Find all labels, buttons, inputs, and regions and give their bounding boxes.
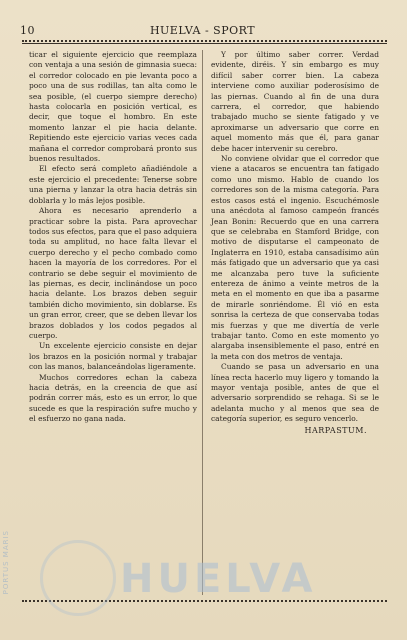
paragraph: ticar el siguiente ejercicio que reemplaza con ventaja a una sesión de gimnasia sueca: el corredor colocado en pie levanta poco a poco una de sus rodillas, tan alta como le sea posible, (el cuerpo siempre derecho) hasta colocarla en posición vertical, es decir, que toque el hombro. En este momento lanzar el pie hacia delante. Repitiendo este ejercicio varias veces cada mañana el corredor comprobará pronto sus buenos resultados.	[29, 50, 197, 164]
paragraph: No conviene olvidar que el corredor que viene a atacaros se encuentra tan fatigado como uno mismo. Hablo de cuando los corredores son de la misma categoría. Para estos casos está el ingenio. Escuchémosle una anécdota al famoso campeón francés Jean Bonin: Recuerdo que en una carrera que se celebraba en Stamford Bridge, con motivo de disputarse el campeonato de Inglaterra en 1910, estaba cansadísimo aún más fatigado que un adversario que ya casi me alcanzaba pero tuve la suficiente entereza de ánimo a veinte metros de la meta en el momento en que iba a pasarme de mirarle sonriéndome. Él vió en esta sonrisa la certeza de que conservaba todas mis fuerzas y que me divertía de verle trabajar tanto. Como en este momento yo alargaba insensiblemente el paso, entré en la meta con dos metros de ventaja.	[211, 154, 379, 361]
author-signature: HARPASTUM.	[304, 425, 367, 435]
header-solid-rule	[22, 43, 387, 44]
archive-watermark: HUELVA	[120, 556, 317, 602]
archive-stamp-side-text: PORTUS MARIS	[2, 530, 10, 595]
page-number: 10	[20, 24, 35, 37]
left-column	[29, 50, 197, 425]
page-header	[20, 24, 385, 38]
paragraph: Y por último saber correr. Verdad evidente, diréis. Y sin embargo es muy difícil saber correr bien. La cabeza interviene como auxiliar poderosísimo de las piernas. Cuando al fin de una dura carrera, el corredor, que habiendo trabajado mucho se siente fatigado y ve aproximarse un adversario que corre en aquel momento más que él, para ganar debe hacer intervenir su cerebro.	[211, 50, 379, 153]
publication-title: HUELVA - SPORT	[149, 24, 256, 37]
paragraph: Ahora es necesario aprenderlo a practicar sobre la pista. Para aprovechar todos sus efectos, para que el paso adquiera toda su amplitud, no hace falta llevar el cuerpo derecho y el pecho combado como hacen la mayoría de los corredores. Por el contrario se debe seguir el movimiento de las piernas, es decir, inclinándose un poco hacia delante. Los brazos deben seguir también dicho movimiento, sin doblarse. Es un gran error, creer, que se deben llevar los brazos doblados y los codos pegados al cuerpo.	[29, 206, 197, 340]
column-divider	[202, 50, 203, 595]
paragraph: El efecto será completo añadiéndole a este ejercicio el precedente: Tenerse sobre una pierna y lanzar la otra hacia detrás sin doblarla y lo más lejos posible.	[29, 164, 197, 205]
archive-stamp-circle	[40, 540, 116, 616]
paragraph: Muchos corredores echan la cabeza hacia detrás, en la creencia de que así podrán correr más, esto es un error, lo que sucede es que la respiración sufre mucho y el esfuerzo no gana nada.	[29, 372, 197, 424]
header-dotted-rule	[22, 40, 387, 42]
paragraph: Un excelente ejercicio consiste en dejar los brazos en la posición normal y trabajar con las manos, balanceándolas ligeramente.	[29, 341, 197, 372]
paragraph: Cuando se pasa un adversario en una línea recta hacerlo muy ligero y tomando la mayor ventaja posible, antes de que el adversario sorprendido se rehaga. Si se le adelanta mucho y al menos que sea de categoría superior, es seguro vencerlo.	[211, 362, 379, 424]
right-column	[211, 50, 379, 436]
